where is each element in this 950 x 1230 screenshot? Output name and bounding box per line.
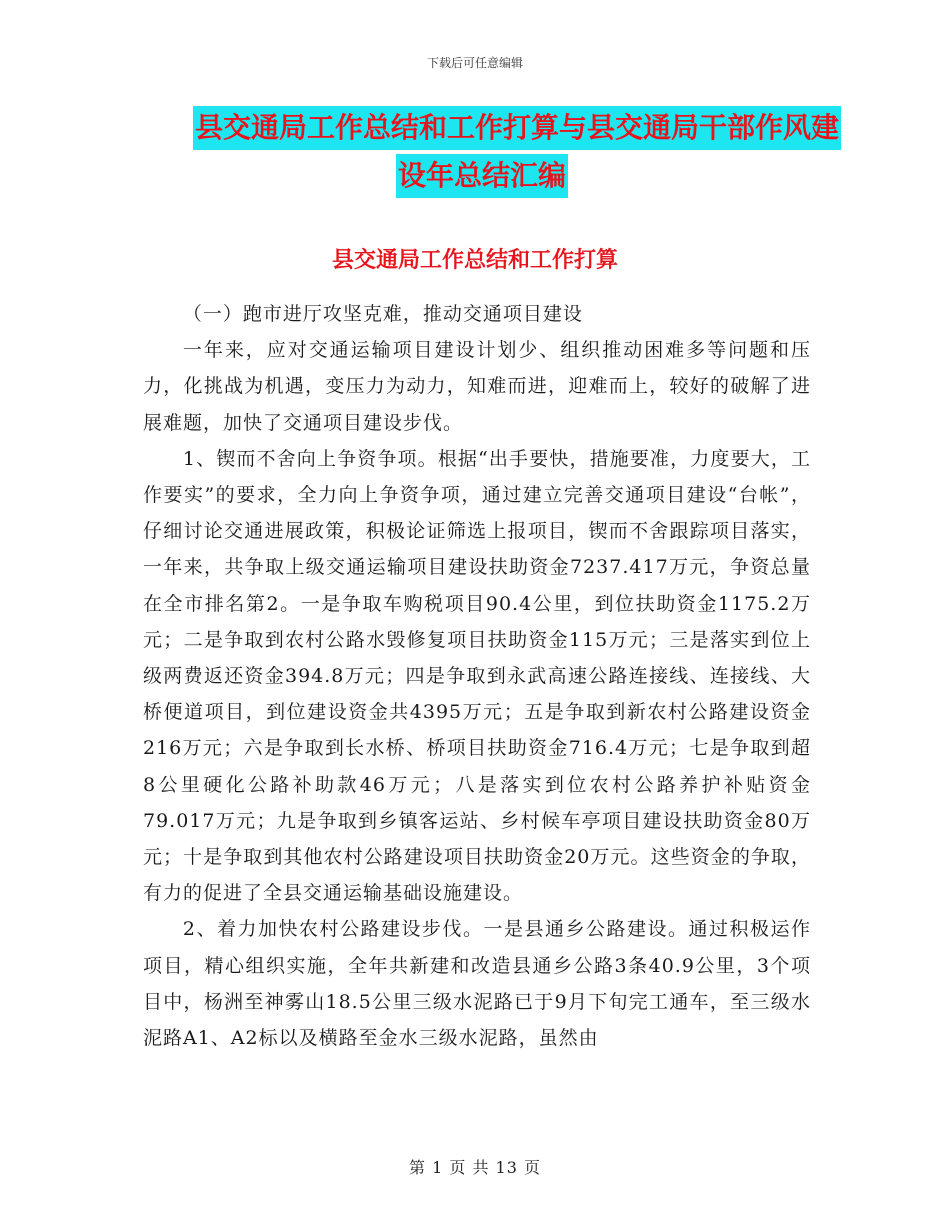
paragraph-subheading: （一）跑市进厅攻坚克难，推动交通项目建设 [182, 303, 583, 325]
paragraph: 1、锲而不舍向上争资争项。根据“出手要快，措施要准，力度要大，工作要实”的要求，全力向上争资争项，通过建立完善交通项目建设“台帐”，仔细讨论交通进展政策，积极论证筛选上报项目，锲而不舍跟踪项目落实，一年来，共争取上级交通运输项目建设扶助资金7237.417万元，争资总量在全市排名第2。一是争取车购税项目90.4公里，到位扶助资金1175.2万元；二是争取到农村公路水毁修复项目扶助资金115万元；三是落实到位上级两费返还资金394.8万元；四是争取到永武高速公路连接线、连接线、大桥便道项目，到位建设资金共4395万元；五是争取到新农村公路建设资金216万元；六是争取到长水桥、桥项目扶助资金716.4万元；七是争取到超8公里硬化公路补助款46万元；八是落实到位农村公路养护补贴资金79.017万元；九是争取到乡镇客运站、乡村候车亭项目建设扶助资金80万元；十是争取到其他农村公路建设项目扶助资金20万元。这些资金的争取，有力的促进了全县交通运输基础设施建设。 [143, 447, 811, 905]
paragraph: 2、着力加快农村公路建设步伐。一是县通乡公路建设。通过积极运作项目，精心组织实施，全年共新建和改造县通乡公路3条40.9公里，3个项目中，杨洲至神雾山18.5公里三级水泥路已于9月下旬完工通车，至三级水泥路A1、A2标以及横路至金水三级水泥路，虽然由 [143, 918, 811, 1050]
document-title-line-2: 设年总结汇编 [396, 154, 568, 198]
paragraph: 一年来，应对交通运输项目建设计划少、组织推动困难多等问题和压力，化挑战为机遇，变压力为动力，知难而进，迎难而上，较好的破解了进展难题，加快了交通项目建设步伐。 [143, 339, 811, 434]
document-title-line-1: 县交通局工作总结和工作打算与县交通局干部作风建 [193, 106, 841, 150]
section-title: 县交通局工作总结和工作打算 [331, 248, 618, 273]
document-body [143, 296, 811, 1056]
header-note: 下载后可任意编辑 [426, 56, 523, 70]
page-footer: 第 1 页 共 13 页 [409, 1158, 541, 1177]
